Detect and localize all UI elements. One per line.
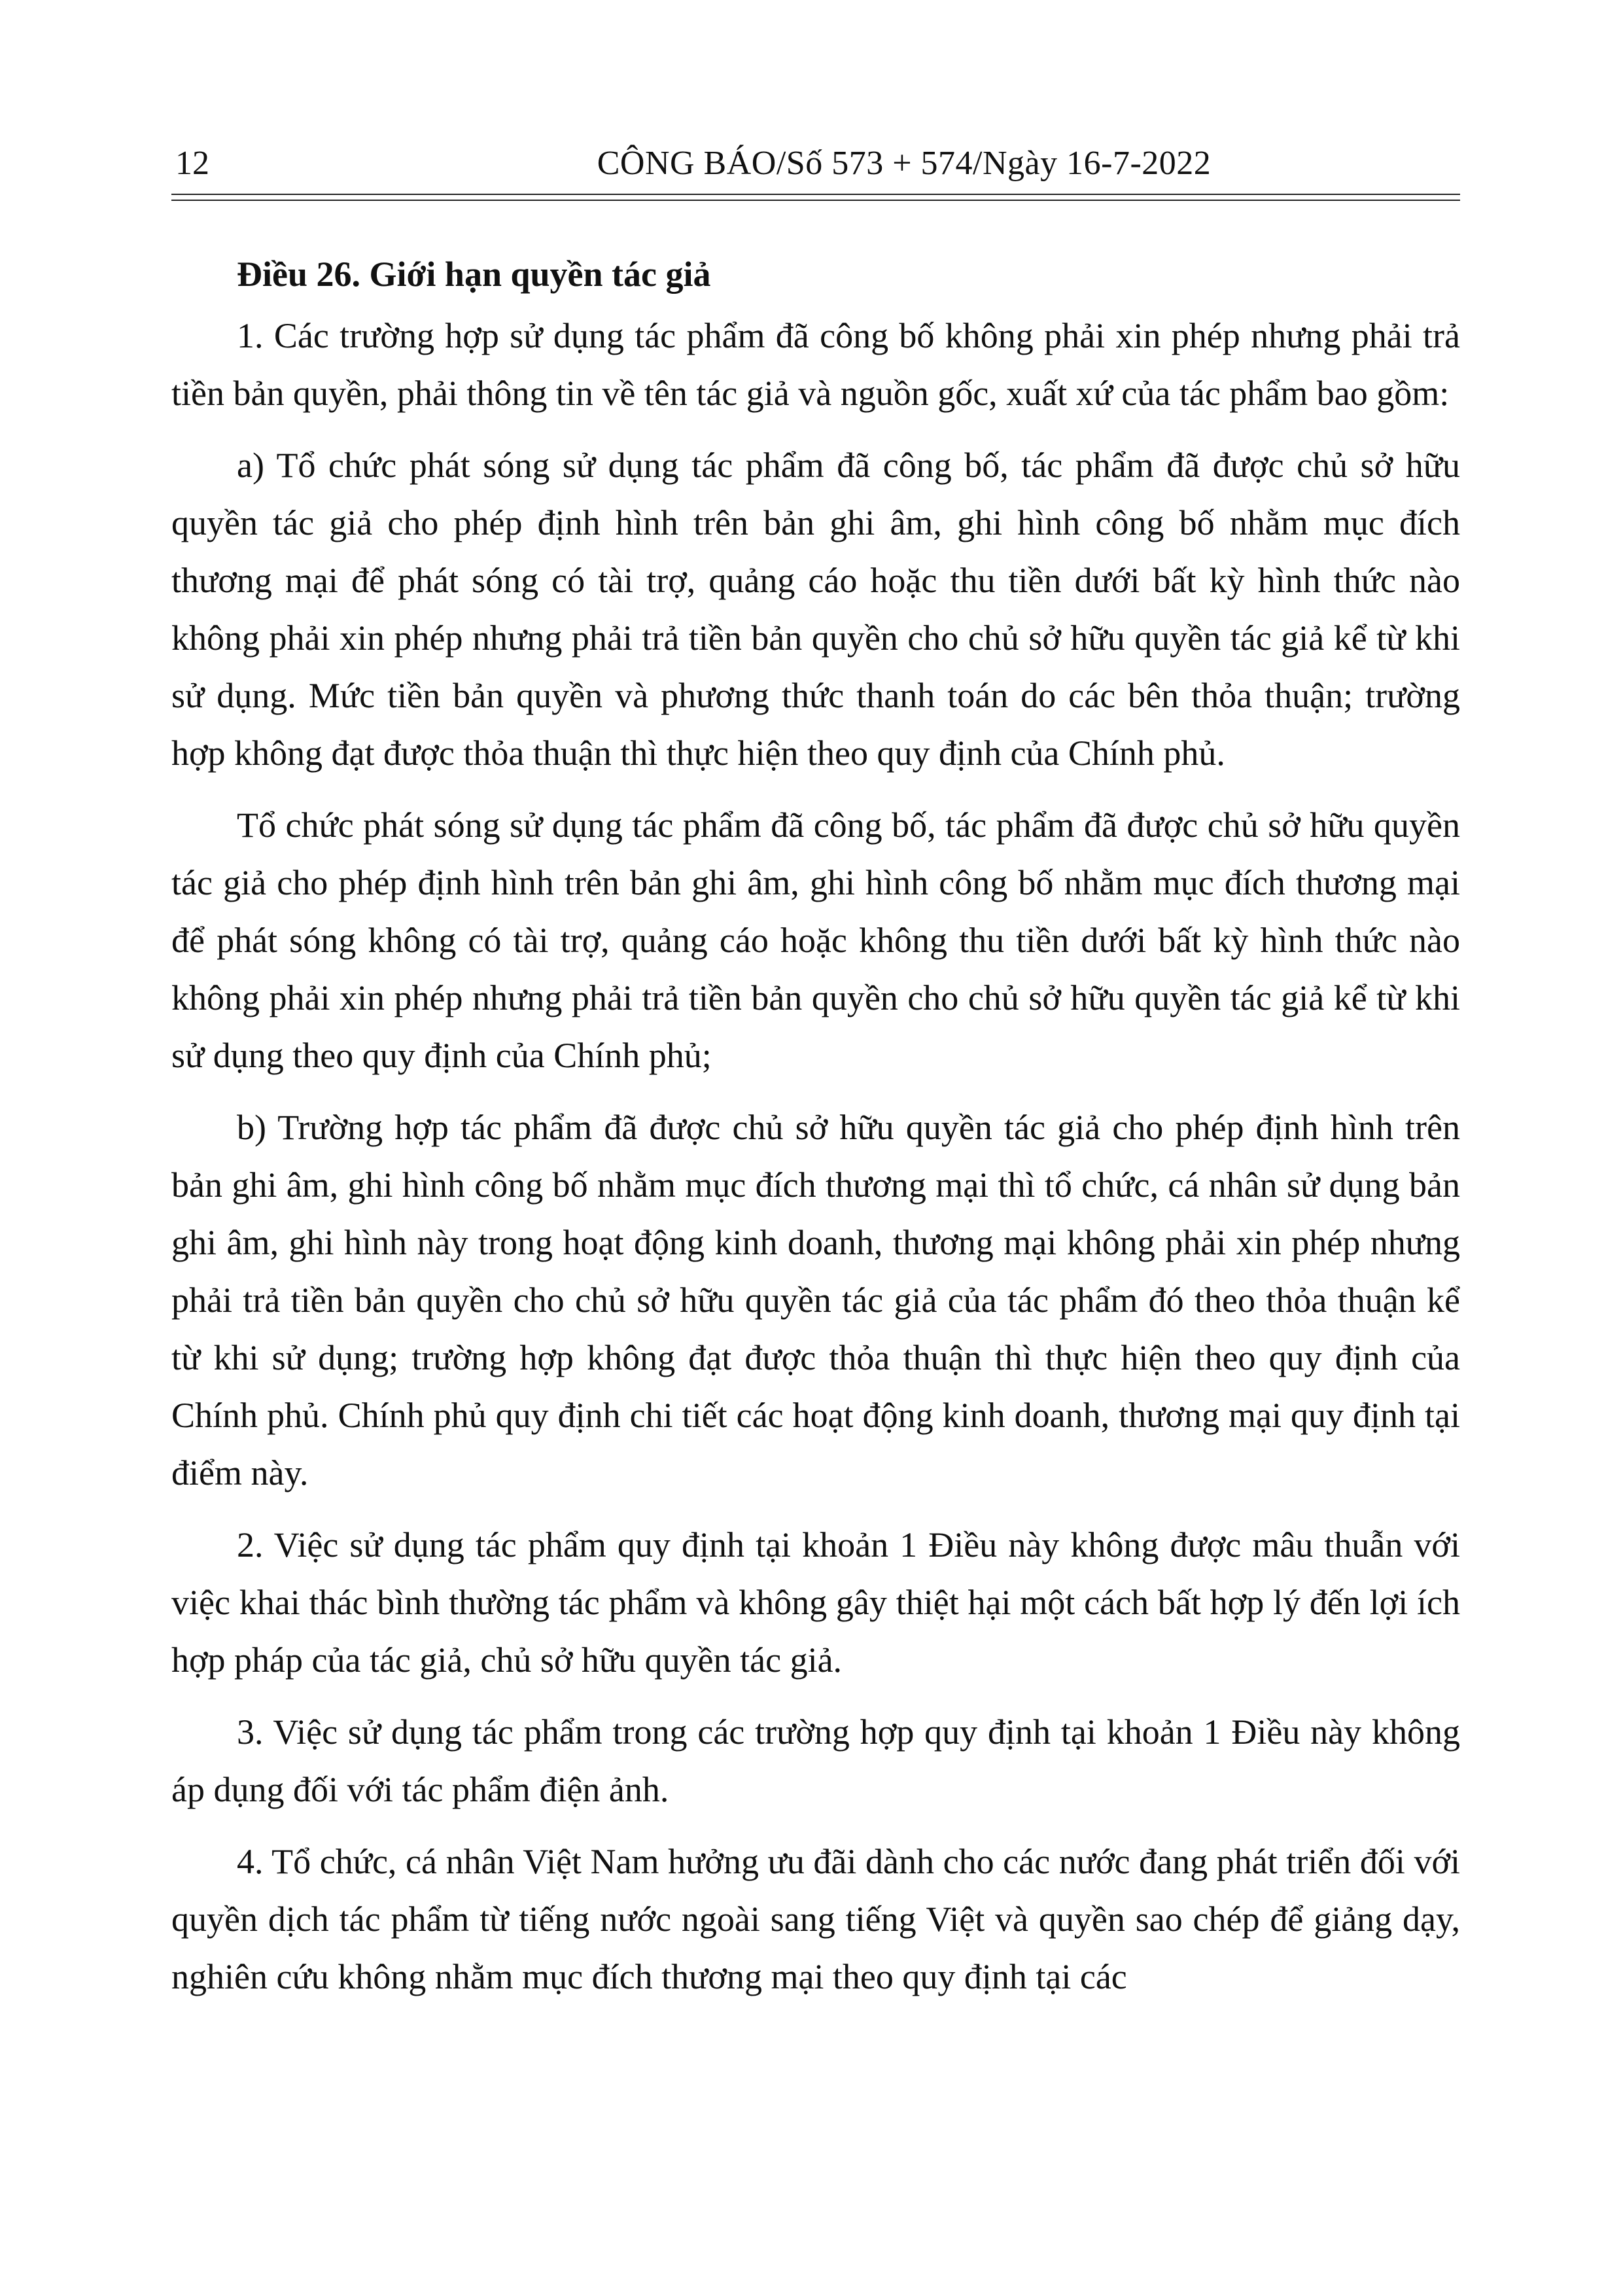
page-header xyxy=(171,131,1460,203)
paragraph-clause-4: 4. Tổ chức, cá nhân Việt Nam hưởng ưu đãi dành cho các nước đang phát triển đối với quyền dịch tác phẩm từ tiếng nước ngoài sang tiếng Việt và quyền sao chép để giảng dạy, nghiên cứu không nhằm mục đích thương mại theo quy định tại các xyxy=(171,1842,1460,1996)
header-double-rule xyxy=(171,194,1460,201)
paragraph-clause-3: 3. Việc sử dụng tác phẩm trong các trường hợp quy định tại khoản 1 Điều này không áp dụng đối với tác phẩm điện ảnh. xyxy=(171,1712,1460,1809)
gazette-title: CÔNG BÁO/Số 573 + 574/Ngày 16-7-2022 xyxy=(597,145,1212,182)
paragraph-point-b: b) Trường hợp tác phẩm đã được chủ sở hữu quyền tác giả cho phép định hình trên bản ghi âm, ghi hình công bố nhằm mục đích thương mại thì tổ chức, cá nhân sử dụng bản ghi âm, ghi hình này trong hoạt động kinh doanh, thương mại không phải xin phép nhưng phải trả tiền bản quyền cho chủ sở hữu quyền tác giả của tác phẩm đó theo thỏa thuận kể từ khi sử dụng; trường hợp không đạt được thỏa thuận thì thực hiện theo quy định của Chính phủ. Chính phủ quy định chi tiết các hoạt động kinh doanh, thương mại quy định tại điểm này. xyxy=(171,1108,1460,1492)
paragraph-point-a-continued: Tổ chức phát sóng sử dụng tác phẩm đã công bố, tác phẩm đã được chủ sở hữu quyền tác giả cho phép định hình trên bản ghi âm, ghi hình công bố nhằm mục đích thương mại để phát sóng không có tài trợ, quảng cáo hoặc không thu tiền dưới bất kỳ hình thức nào không phải xin phép nhưng phải trả tiền bản quyền cho chủ sở hữu quyền tác giả kể từ khi sử dụng theo quy định của Chính phủ; xyxy=(171,805,1460,1075)
article-title: Điều 26. Giới hạn quyền tác giả xyxy=(237,255,711,294)
page-number: 12 xyxy=(175,145,209,182)
paragraph-clause-2: 2. Việc sử dụng tác phẩm quy định tại khoản 1 Điều này không được mâu thuẫn với việc khai thác bình thường tác phẩm và không gây thiệt hại một cách bất hợp lý đến lợi ích hợp pháp của tác giả, chủ sở hữu quyền tác giả. xyxy=(171,1525,1460,1680)
article-body xyxy=(171,245,1460,2020)
paragraph-point-a: a) Tổ chức phát sóng sử dụng tác phẩm đã công bố, tác phẩm đã được chủ sở hữu quyền tác giả cho phép định hình trên bản ghi âm, ghi hình công bố nhằm mục đích thương mại để phát sóng có tài trợ, quảng cáo hoặc thu tiền dưới bất kỳ hình thức nào không phải xin phép nhưng phải trả tiền bản quyền cho chủ sở hữu quyền tác giả kể từ khi sử dụng. Mức tiền bản quyền và phương thức thanh toán do các bên thỏa thuận; trường hợp không đạt được thỏa thuận thì thực hiện theo quy định của Chính phủ. xyxy=(171,446,1460,773)
paragraph-clause-1: 1. Các trường hợp sử dụng tác phẩm đã công bố không phải xin phép nhưng phải trả tiền bản quyền, phải thông tin về tên tác giả và nguồn gốc, xuất xứ của tác phẩm bao gồm: xyxy=(171,316,1460,413)
